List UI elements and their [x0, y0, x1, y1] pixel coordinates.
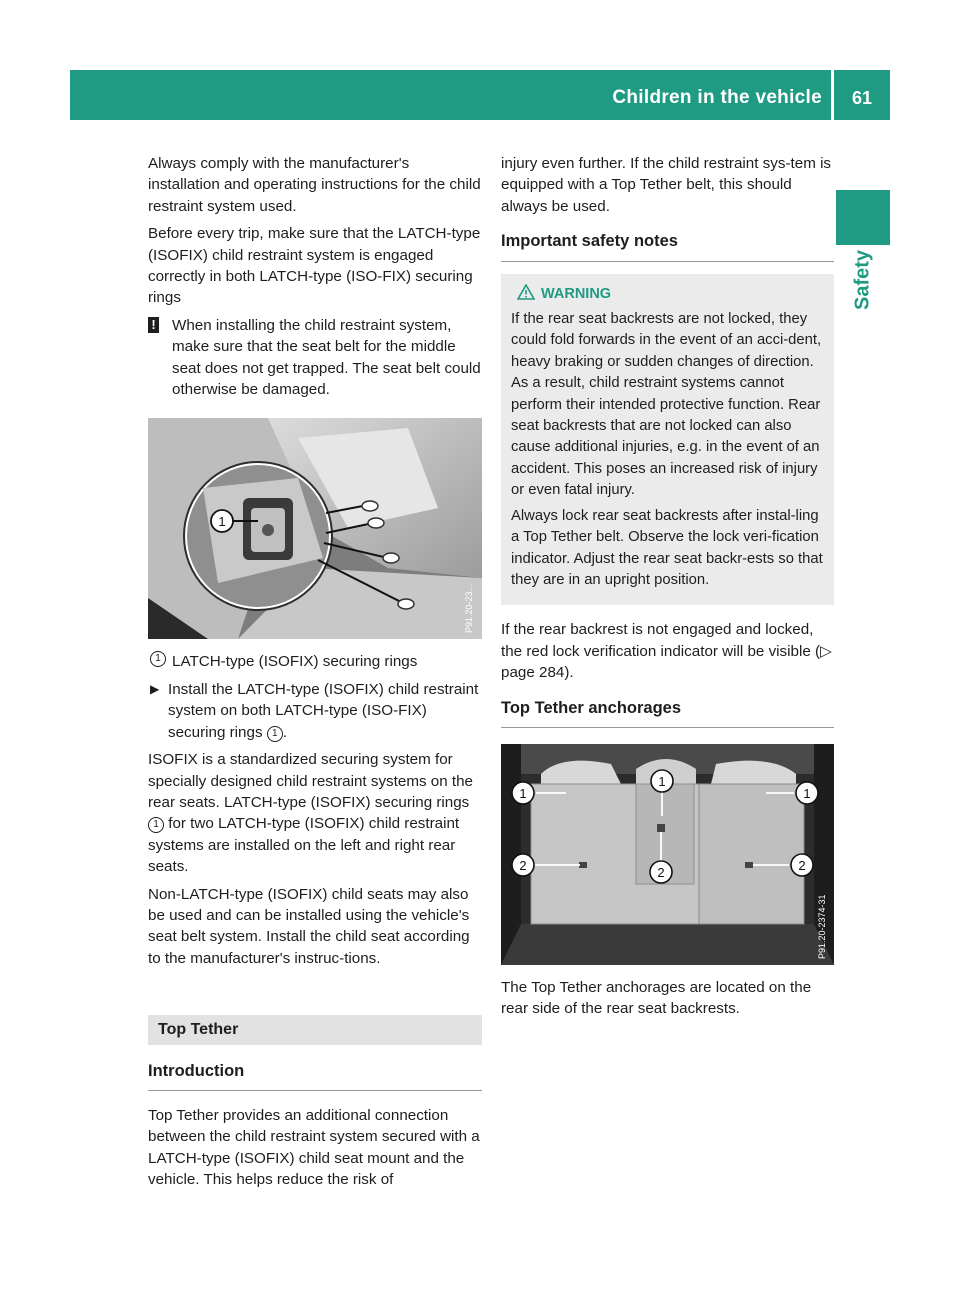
exclamation-icon: !	[148, 317, 159, 333]
figure-code: P91.20-23…	[464, 582, 474, 634]
section-tab-label: Safety	[851, 249, 874, 311]
warning-header	[517, 284, 824, 305]
isofix-image	[148, 418, 482, 639]
paragraph: If the rear backrest is not engaged and locked, the red lock verification indicator will be visible (▷ page 284).	[501, 621, 832, 682]
header-divider	[831, 70, 834, 120]
callout-number: 1	[150, 651, 166, 667]
warning-text: Always lock rear seat backrests after instal-ling a Top Tether belt. Observe the lock veri-fication indicator. Adjust the rear seat backr-ests so that they are in an upright position.	[511, 507, 823, 588]
figure-callout: 1	[519, 785, 527, 801]
instruction-step	[148, 679, 482, 743]
subsection-heading: Important safety notes	[501, 231, 834, 261]
warning-text: If the rear seat backrests are not locked, they could fold forwards in the event of an acci-dent, heavy braking or sudden changes of direction. As a result, child restraint systems cannot perform their intended protective function. Rear seat backrests that are not locked can also cause additional injuries, e.g. in the event of an accident. This poses an increased risk of injury or even fatal injury.	[511, 311, 822, 499]
left-column	[148, 153, 482, 1197]
subsection-heading: Introduction	[148, 1061, 482, 1091]
figure-callout: 2	[519, 857, 527, 873]
paragraph: Top Tether provides an additional connection between the child restraint system secured with a LATCH-type (ISOFIX) child seat mount and the vehicle. This helps reduce the risk of	[148, 1106, 480, 1189]
warning-label: WARNING	[541, 285, 612, 302]
paragraph: Always comply with the manufacturer's installation and operating instructions for the child restraint system used.	[148, 155, 481, 215]
warning-box	[501, 274, 834, 606]
figure-callout: 1	[803, 785, 811, 801]
right-column	[501, 153, 834, 1026]
header-bar	[70, 70, 890, 120]
step-text: Install the LATCH-type (ISOFIX) child restraint system on both LATCH-type (ISO-FIX) securing rings	[168, 680, 479, 741]
paragraph: The Top Tether anchorages are located on the rear side of the rear seat backrests.	[501, 978, 812, 1018]
figure-code: P91.20-2374-31	[817, 894, 827, 959]
notice-text: When installing the child restraint system, make sure that the seat belt for the middle seat does not get trapped. The seat belt could otherwise be damaged.	[172, 316, 481, 399]
isofix-figure	[148, 418, 482, 639]
paragraph: injury even further. If the child restraint sys-tem is equipped with a Top Tether belt, this should always be used.	[501, 155, 832, 215]
notice	[148, 315, 482, 401]
figure-callout: 1	[658, 773, 666, 789]
figure-callout: 1	[218, 514, 226, 530]
paragraph-text: for two LATCH-type (ISOFIX) child restraint systems are installed on the left and right rear seats.	[148, 815, 460, 876]
subsection-heading: Top Tether anchorages	[501, 698, 834, 728]
figure-legend	[148, 651, 482, 672]
play-arrow-icon: ▶	[150, 681, 160, 696]
paragraph-text: ISOFIX is a standardized securing system for specially designed child restraint systems on the rear seats. LATCH-type (ISOFIX) securing rings	[148, 751, 474, 811]
figure-callout: 2	[798, 857, 806, 873]
warning-triangle-icon	[517, 284, 535, 300]
legend-text: LATCH-type (ISOFIX) securing rings	[172, 653, 418, 671]
callout-number: 1	[267, 726, 283, 742]
paragraph: Before every trip, make sure that the LATCH-type (ISOFIX) child restraint system is engaged correctly in both LATCH-type (ISO-FIX) securing rings	[148, 225, 481, 307]
paragraph: Non-LATCH-type (ISOFIX) child seats may also be used and can be installed using the vehicle's seat belt system. Install the child seat according to the manufacturer's instruc-tions.	[148, 885, 470, 967]
section-heading: Top Tether	[148, 1015, 482, 1044]
chapter-title: Children in the vehicle	[612, 87, 822, 108]
step-text-end: .	[282, 723, 288, 741]
top-tether-image	[501, 744, 834, 965]
section-marker	[836, 190, 890, 245]
page-number: 61	[851, 88, 872, 108]
top-tether-figure	[501, 744, 834, 965]
paragraph	[148, 749, 482, 877]
figure-callout: 2	[657, 864, 665, 880]
callout-number: 1	[148, 817, 164, 833]
section-tab	[836, 250, 890, 310]
